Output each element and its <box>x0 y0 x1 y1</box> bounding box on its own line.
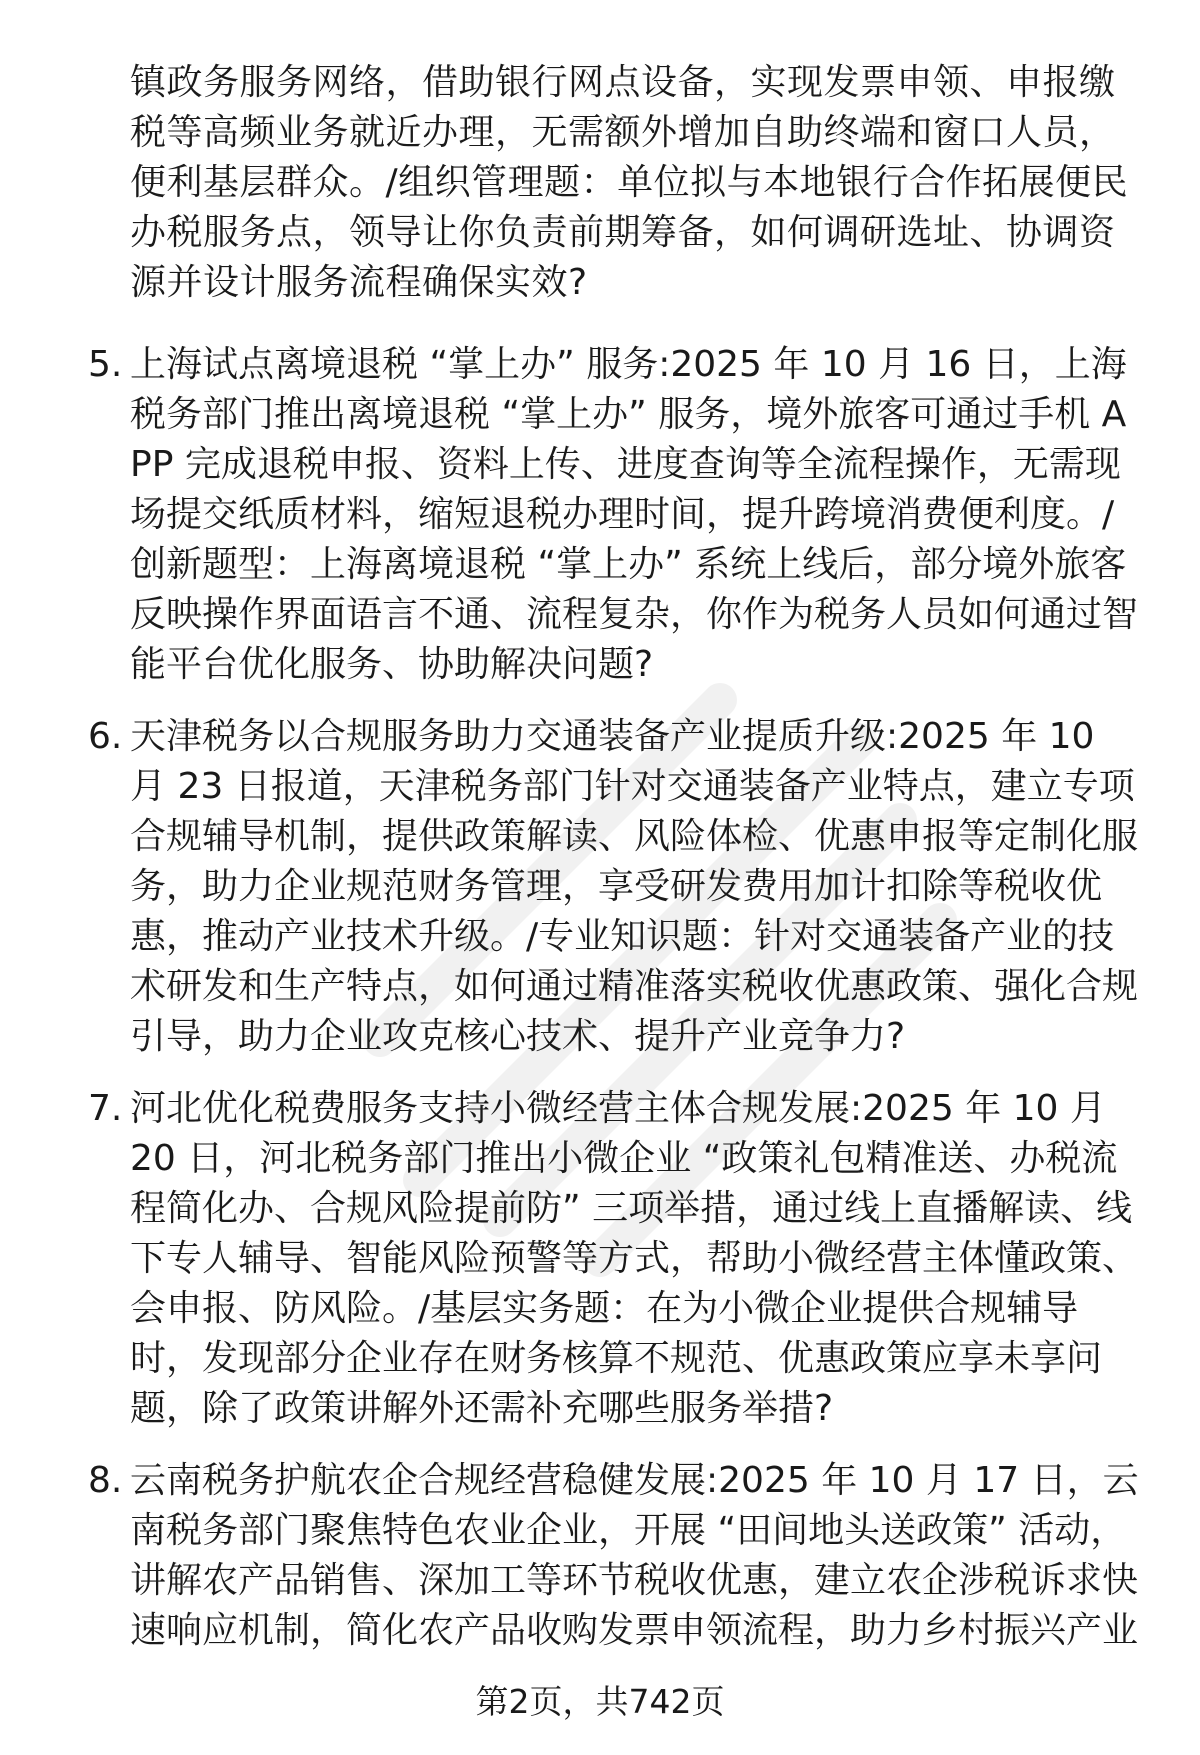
list-item-number: 8. <box>88 1460 123 1501</box>
list-item-text: 云南税务护航农企合规经营稳健发展:2025 年 10 月 17 日，云南税务部门聚焦特色农业企业，开展 “田间地头送政策” 活动，讲解农产品销售、深加工等环节税收优惠，建立农企涉税诉求快速响应机制，简化农产品收购发票申领流程，助力乡村振兴产业 <box>130 1460 1139 1651</box>
list-item-number: 7. <box>88 1088 123 1129</box>
list-item-number: 5. <box>88 344 123 385</box>
list-item-text: 上海试点离境退税 “掌上办” 服务:2025 年 10 月 16 日，上海税务部门推出离境退税 “掌上办” 服务，境外旅客可通过手机 APP 完成退税申报、资料上传、进度查询等全流程操作，无需现场提交纸质材料，缩短退税办理时间，提升跨境消费便利度。/创新题型：上海离境退税 “掌上办” 系统上线后，部分境外旅客反映操作界面语言不通、流程复杂，你作为税务人员如何通过智能平台优化服务、协助解决问题? <box>130 344 1139 685</box>
list-item-text: 天津税务以合规服务助力交通装备产业提质升级:2025 年 10 月 23 日报道，天津税务部门针对交通装备产业特点，建立专项合规辅导机制，提供政策解读、风险体检、优惠申报等定制化服务，助力企业规范财务管理，享受研发费用加计扣除等税收优惠，推动产业技术升级。/专业知识题：针对交通装备产业的技术研发和生产特点，如何通过精准落实税收优惠政策、强化合规引导，助力企业攻克核心技术、提升产业竞争力? <box>130 716 1139 1057</box>
list-item-number: 6. <box>88 716 123 757</box>
list-item-text: 河北优化税费服务支持小微经营主体合规发展:2025 年 10 月 20 日，河北税务部门推出小微企业 “政策礼包精准送、办税流程简化办、合规风险提前防” 三项举措，通过线上直播解读、线下专人辅导、智能风险预警等方式，帮助小微经营主体懂政策、会申报、防风险。/基层实务题：在为小微企业提供合规辅导时，发现部分企业存在财务核算不规范、优惠政策应享未享问题，除了政策讲解外还需补充哪些服务举措? <box>130 1088 1139 1429</box>
continuation-paragraph: 镇政务服务网络，借助银行网点设备，实现发票申领、申报缴税等高频业务就近办理，无需额外增加自助终端和窗口人员，便利基层群众。/组织管理题：单位拟与本地银行合作拓展便民办税服务点，领导让你负责前期筹备，如何调研选址、协调资源并设计服务流程确保实效? <box>130 62 1129 303</box>
page-footer: 第2页，共742页 <box>475 1682 725 1721</box>
